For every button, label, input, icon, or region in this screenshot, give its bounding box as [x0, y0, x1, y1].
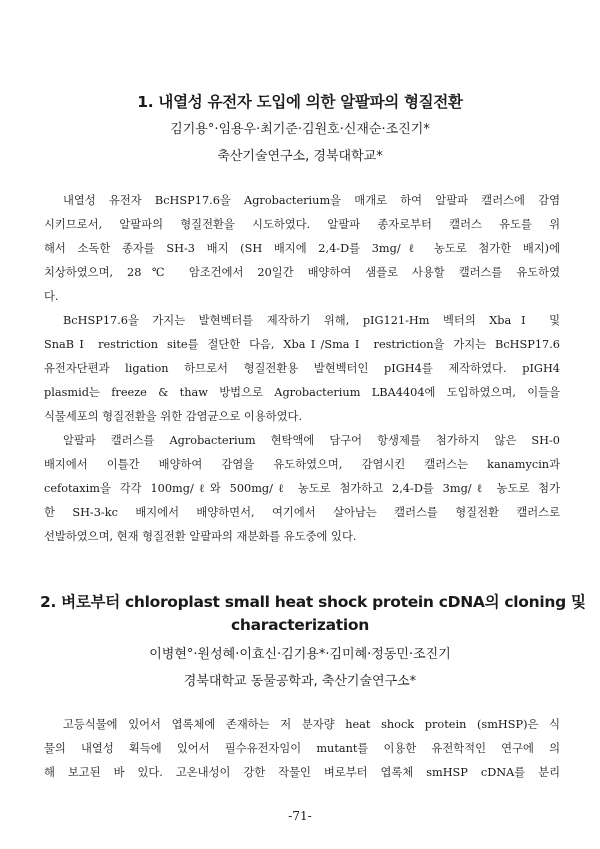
body-line: 치상하였으며, 28℃ 암조건에서 20일간 배양하여 샘플로 사용할 캘러스를 유도하였	[44, 266, 560, 279]
section1-affiliation: 축산기술연구소, 경북대학교*	[217, 149, 383, 164]
body-line: 해 보고된 바 있다. 고온내성이 강한 작물인 벼로부터 엽록체 smHSP cDNA를 분리	[44, 766, 560, 779]
body-line: 선발하였으며, 현재 형질전환 알팔파의 재분화를 유도중에 있다.	[44, 530, 357, 543]
body-line: 배지에서 이틀간 배양하여 감염을 유도하였으며, 감염시킨 캘러스는 kanamycin과	[44, 458, 560, 471]
body-line: 알팔파 캘러스를 Agrobacterium 현탁액에 담구어 항생제를 첨가하지 않은 SH-0	[63, 434, 560, 447]
body-line: cefotaxim을 각각 100mg/ℓ와 500mg/ℓ 농도로 첨가하고 2,4-D를 3mg/ℓ 농도로 첨가	[44, 482, 560, 495]
section2-title-cont: characterization	[231, 616, 369, 634]
section1-authors: 김기용°·임용우·최기준·김원호·신재순·조진기*	[170, 122, 430, 137]
page-number: -71-	[288, 809, 312, 823]
body-line: 해서 소독한 종자를 SH-3 배지 (SH 배지에 2,4-D를 3mg/ℓ 농도로 첨가한 배지)에	[44, 242, 560, 255]
body-line: BcHSP17.6을 가지는 발현벡터를 제작하기 위해, pIG121-Hm 벡터의 XbaⅠ 및	[63, 314, 560, 327]
body-line: 식물세포의 형질전환을 위한 감염균으로 이용하였다.	[44, 410, 303, 423]
body-line: 유전자단편과 ligation 하므로서 형질전환용 발현벡터인 pIGH4를 제작하였다. pIGH4	[44, 362, 560, 375]
body-line: 다.	[44, 290, 59, 303]
body-line: SnaBⅠ restriction site를 절단한 다음, XbaⅠ/SmaⅠ restriction을 가지는 BcHSP17.6	[44, 338, 560, 351]
body-line: 내열성 유전자 BcHSP17.6을 Agrobacterium을 매개로 하여 알팔파 캘러스에 감염	[63, 194, 560, 207]
section2-affiliation: 경북대학교 동물공학과, 축산기술연구소*	[183, 674, 417, 689]
section1-title: 1. 내열성 유전자 도입에 의한 알팔파의 형질전환	[137, 93, 463, 111]
section2-title: 2. 벼로부터 chloroplast small heat shock protein cDNA의 cloning 및	[40, 593, 586, 611]
body-line: 한 SH-3-kc 배지에서 배양하면서, 여기에서 살아남는 캘러스를 형질전환 캘러스로	[44, 506, 560, 519]
body-line: 고등식물에 있어서 엽록체에 존재하는 저 분자량 heat shock protein (smHSP)은 식	[63, 718, 560, 731]
body-line: 시키므로서, 알팔파의 형질전환을 시도하였다. 알팔파 종자로부터 캘러스 유도를 위	[44, 218, 560, 231]
body-line: plasmid는 freeze & thaw 방법으로 Agrobacterium LBA4404에 도입하였으며, 이들을	[44, 386, 560, 399]
section2-authors: 이병현°·원성혜·이효신·김기용*·김미혜·정동민·조진기	[149, 647, 451, 662]
body-line: 물의 내열성 획득에 있어서 필수유전자임이 mutant를 이용한 유전학적인 연구에 의	[44, 742, 560, 755]
